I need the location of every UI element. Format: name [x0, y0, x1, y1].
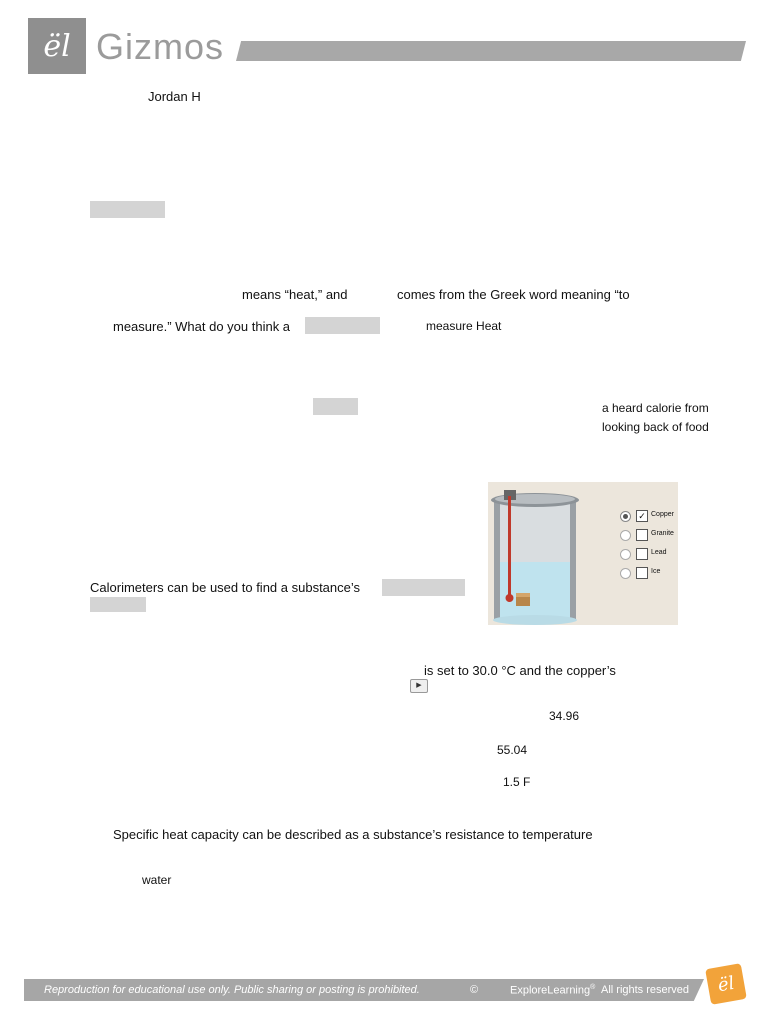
material-option-granite[interactable] — [620, 529, 676, 548]
greek-word-text: comes from the Greek word meaning “to — [397, 287, 630, 302]
answer-measure[interactable]: measure Heat — [426, 319, 502, 333]
answer-calorie-line-1[interactable]: a heard calorie from — [602, 401, 709, 415]
gizmos-logo — [28, 18, 86, 74]
option-label-copper: Copper — [651, 511, 674, 518]
footer-company-name: ExploreLearning — [510, 984, 591, 997]
redacted-block-2 — [305, 317, 380, 334]
header-bar — [236, 41, 746, 61]
footer-company — [510, 984, 595, 997]
material-option-lead[interactable] — [620, 548, 676, 567]
checkbox-copper[interactable]: ✓ — [636, 510, 648, 522]
footer-notice: Reproduction for educational use only. Public sharing or posting is prohibited. — [44, 984, 420, 996]
redacted-block-3 — [313, 398, 358, 415]
option-label-lead: Lead — [651, 549, 667, 556]
calorimeters-text: Calorimeters can be used to find a substance’s — [90, 580, 361, 595]
radio-ice[interactable] — [620, 568, 631, 579]
footer-logo-glyph: ël — [716, 972, 736, 996]
material-options — [620, 510, 676, 586]
material-option-ice[interactable] — [620, 567, 676, 586]
radio-lead[interactable] — [620, 549, 631, 560]
redacted-block-5 — [90, 597, 146, 612]
student-name: Jordan H — [148, 89, 201, 104]
material-option-copper[interactable] — [620, 510, 676, 529]
checkbox-lead[interactable] — [636, 548, 648, 560]
answer-calorie-line-2[interactable]: looking back of food — [602, 420, 709, 434]
set-to-text: is set to 30.0 °C and the copper’s — [424, 663, 616, 678]
footer-rights: All rights reserved — [601, 984, 690, 996]
footer-reg-mark: ® — [590, 984, 596, 991]
logo-glyph: ël — [43, 28, 71, 64]
radio-copper[interactable] — [620, 511, 631, 522]
footer-copyright: © — [470, 984, 479, 996]
brand-title: Gizmos — [96, 26, 225, 67]
redacted-block-4 — [382, 579, 465, 596]
redacted-block-1 — [90, 201, 165, 218]
heat-word-text: means “heat,” and — [242, 287, 348, 302]
answer-value-3[interactable]: 1.5 F — [503, 775, 531, 789]
footer-logo — [705, 963, 747, 1005]
specific-heat-text: Specific heat capacity can be described as a substance’s resistance to temperature — [113, 827, 593, 842]
answer-water[interactable]: water — [142, 873, 172, 887]
calorimeter-gizmo — [488, 482, 678, 625]
play-button[interactable]: ▶ — [410, 679, 428, 693]
option-label-ice: Ice — [651, 568, 661, 575]
option-label-granite: Granite — [651, 530, 674, 537]
measure-question-text: measure.” What do you think a — [113, 319, 291, 334]
checkbox-granite[interactable] — [636, 529, 648, 541]
answer-value-2[interactable]: 55.04 — [497, 743, 528, 757]
checkbox-ice[interactable] — [636, 567, 648, 579]
answer-value-1[interactable]: 34.96 — [549, 709, 580, 723]
radio-granite[interactable] — [620, 530, 631, 541]
